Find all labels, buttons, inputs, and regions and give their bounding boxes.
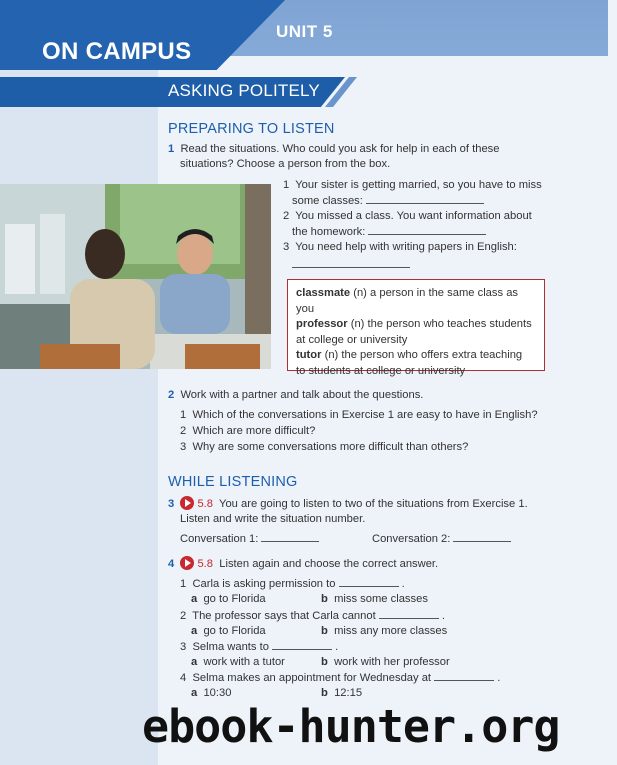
watermark: ebook-hunter.org <box>142 700 560 753</box>
answer-blank[interactable] <box>453 531 511 542</box>
q3-line2: Listen and write the situation number. <box>180 513 366 525</box>
w-item2-a[interactable]: a go to Florida <box>191 625 266 637</box>
answer-blank[interactable] <box>366 193 484 204</box>
p-item3-line1: 3 You need help with writing papers in English: <box>283 241 517 253</box>
answer-blank[interactable] <box>368 224 486 235</box>
unit-label: UNIT 5 <box>276 22 333 41</box>
conversation-1: Conversation 1: <box>180 531 319 548</box>
answer-blank[interactable] <box>292 257 410 268</box>
p-item1-line2: some classes: <box>292 193 484 210</box>
section-subtitle: ASKING POLITELY <box>168 81 320 100</box>
w-item3-a[interactable]: a work with a tutor <box>191 656 285 668</box>
q4-text: 4 5.8 Listen again and choose the correct answer. <box>168 558 439 570</box>
answer-blank[interactable] <box>272 639 332 650</box>
w-item1-b[interactable]: b miss some classes <box>321 593 428 605</box>
p-item2-line1: 2 You missed a class. You want information about <box>283 210 532 222</box>
q2-item1: 1 Which of the conversations in Exercise 1 are easy to have in English? <box>180 409 538 421</box>
p-item3-blank <box>292 257 410 274</box>
vocab-professor-cont: at college or university <box>296 333 408 346</box>
w-item4-b[interactable]: b 12:15 <box>321 687 363 699</box>
q2-item3: 3 Why are some conversations more difficult than others? <box>180 441 469 453</box>
w-item3-b[interactable]: b work with her professor <box>321 656 450 668</box>
vocab-classmate: classmate (n) a person in the same class as you <box>296 287 519 315</box>
p-item1-line1: 1 Your sister is getting married, so you have to miss <box>283 179 542 191</box>
play-audio-icon[interactable] <box>180 496 194 510</box>
page-title: ON CAMPUS <box>42 38 192 65</box>
w-item4-a[interactable]: a 10:30 <box>191 687 232 699</box>
vocab-tutor: tutor (n) the person who offers extra teaching <box>296 349 523 361</box>
answer-blank[interactable] <box>434 670 494 681</box>
heading-preparing: PREPARING TO LISTEN <box>168 121 335 137</box>
answer-blank[interactable] <box>261 531 319 542</box>
q1-line2: situations? Choose a person from the box. <box>180 158 391 170</box>
w-item2: 2 The professor says that Carla cannot . <box>180 610 446 622</box>
conversation-2: Conversation 2: <box>372 531 511 548</box>
vocabulary-box <box>287 279 545 377</box>
w-item2-b[interactable]: b miss any more classes <box>321 625 448 637</box>
w-item4: 4 Selma makes an appointment for Wednesday at . <box>180 672 501 684</box>
answer-blank[interactable] <box>339 576 399 587</box>
w-item1: 1 Carla is asking permission to . <box>180 578 405 590</box>
vocab-tutor-cont: to students at college or university <box>296 364 466 377</box>
vocab-professor: professor (n) the person who teaches students <box>296 318 532 330</box>
office-photo <box>0 184 271 369</box>
q3-line1: 3 5.8 You are going to listen to two of the situations from Exercise 1. <box>168 498 528 510</box>
p-item2-line2: the homework: <box>292 224 486 241</box>
q1-line1: 1 Read the situations. Who could you ask for help in each of these <box>168 143 500 155</box>
heading-while-listening: WHILE LISTENING <box>168 474 298 490</box>
play-audio-icon[interactable] <box>180 556 194 570</box>
q2-item2: 2 Which are more difficult? <box>180 425 316 437</box>
w-item3: 3 Selma wants to . <box>180 641 339 653</box>
q2-text: 2 Work with a partner and talk about the questions. <box>168 389 424 401</box>
answer-blank[interactable] <box>379 608 439 619</box>
w-item1-a[interactable]: a go to Florida <box>191 593 266 605</box>
